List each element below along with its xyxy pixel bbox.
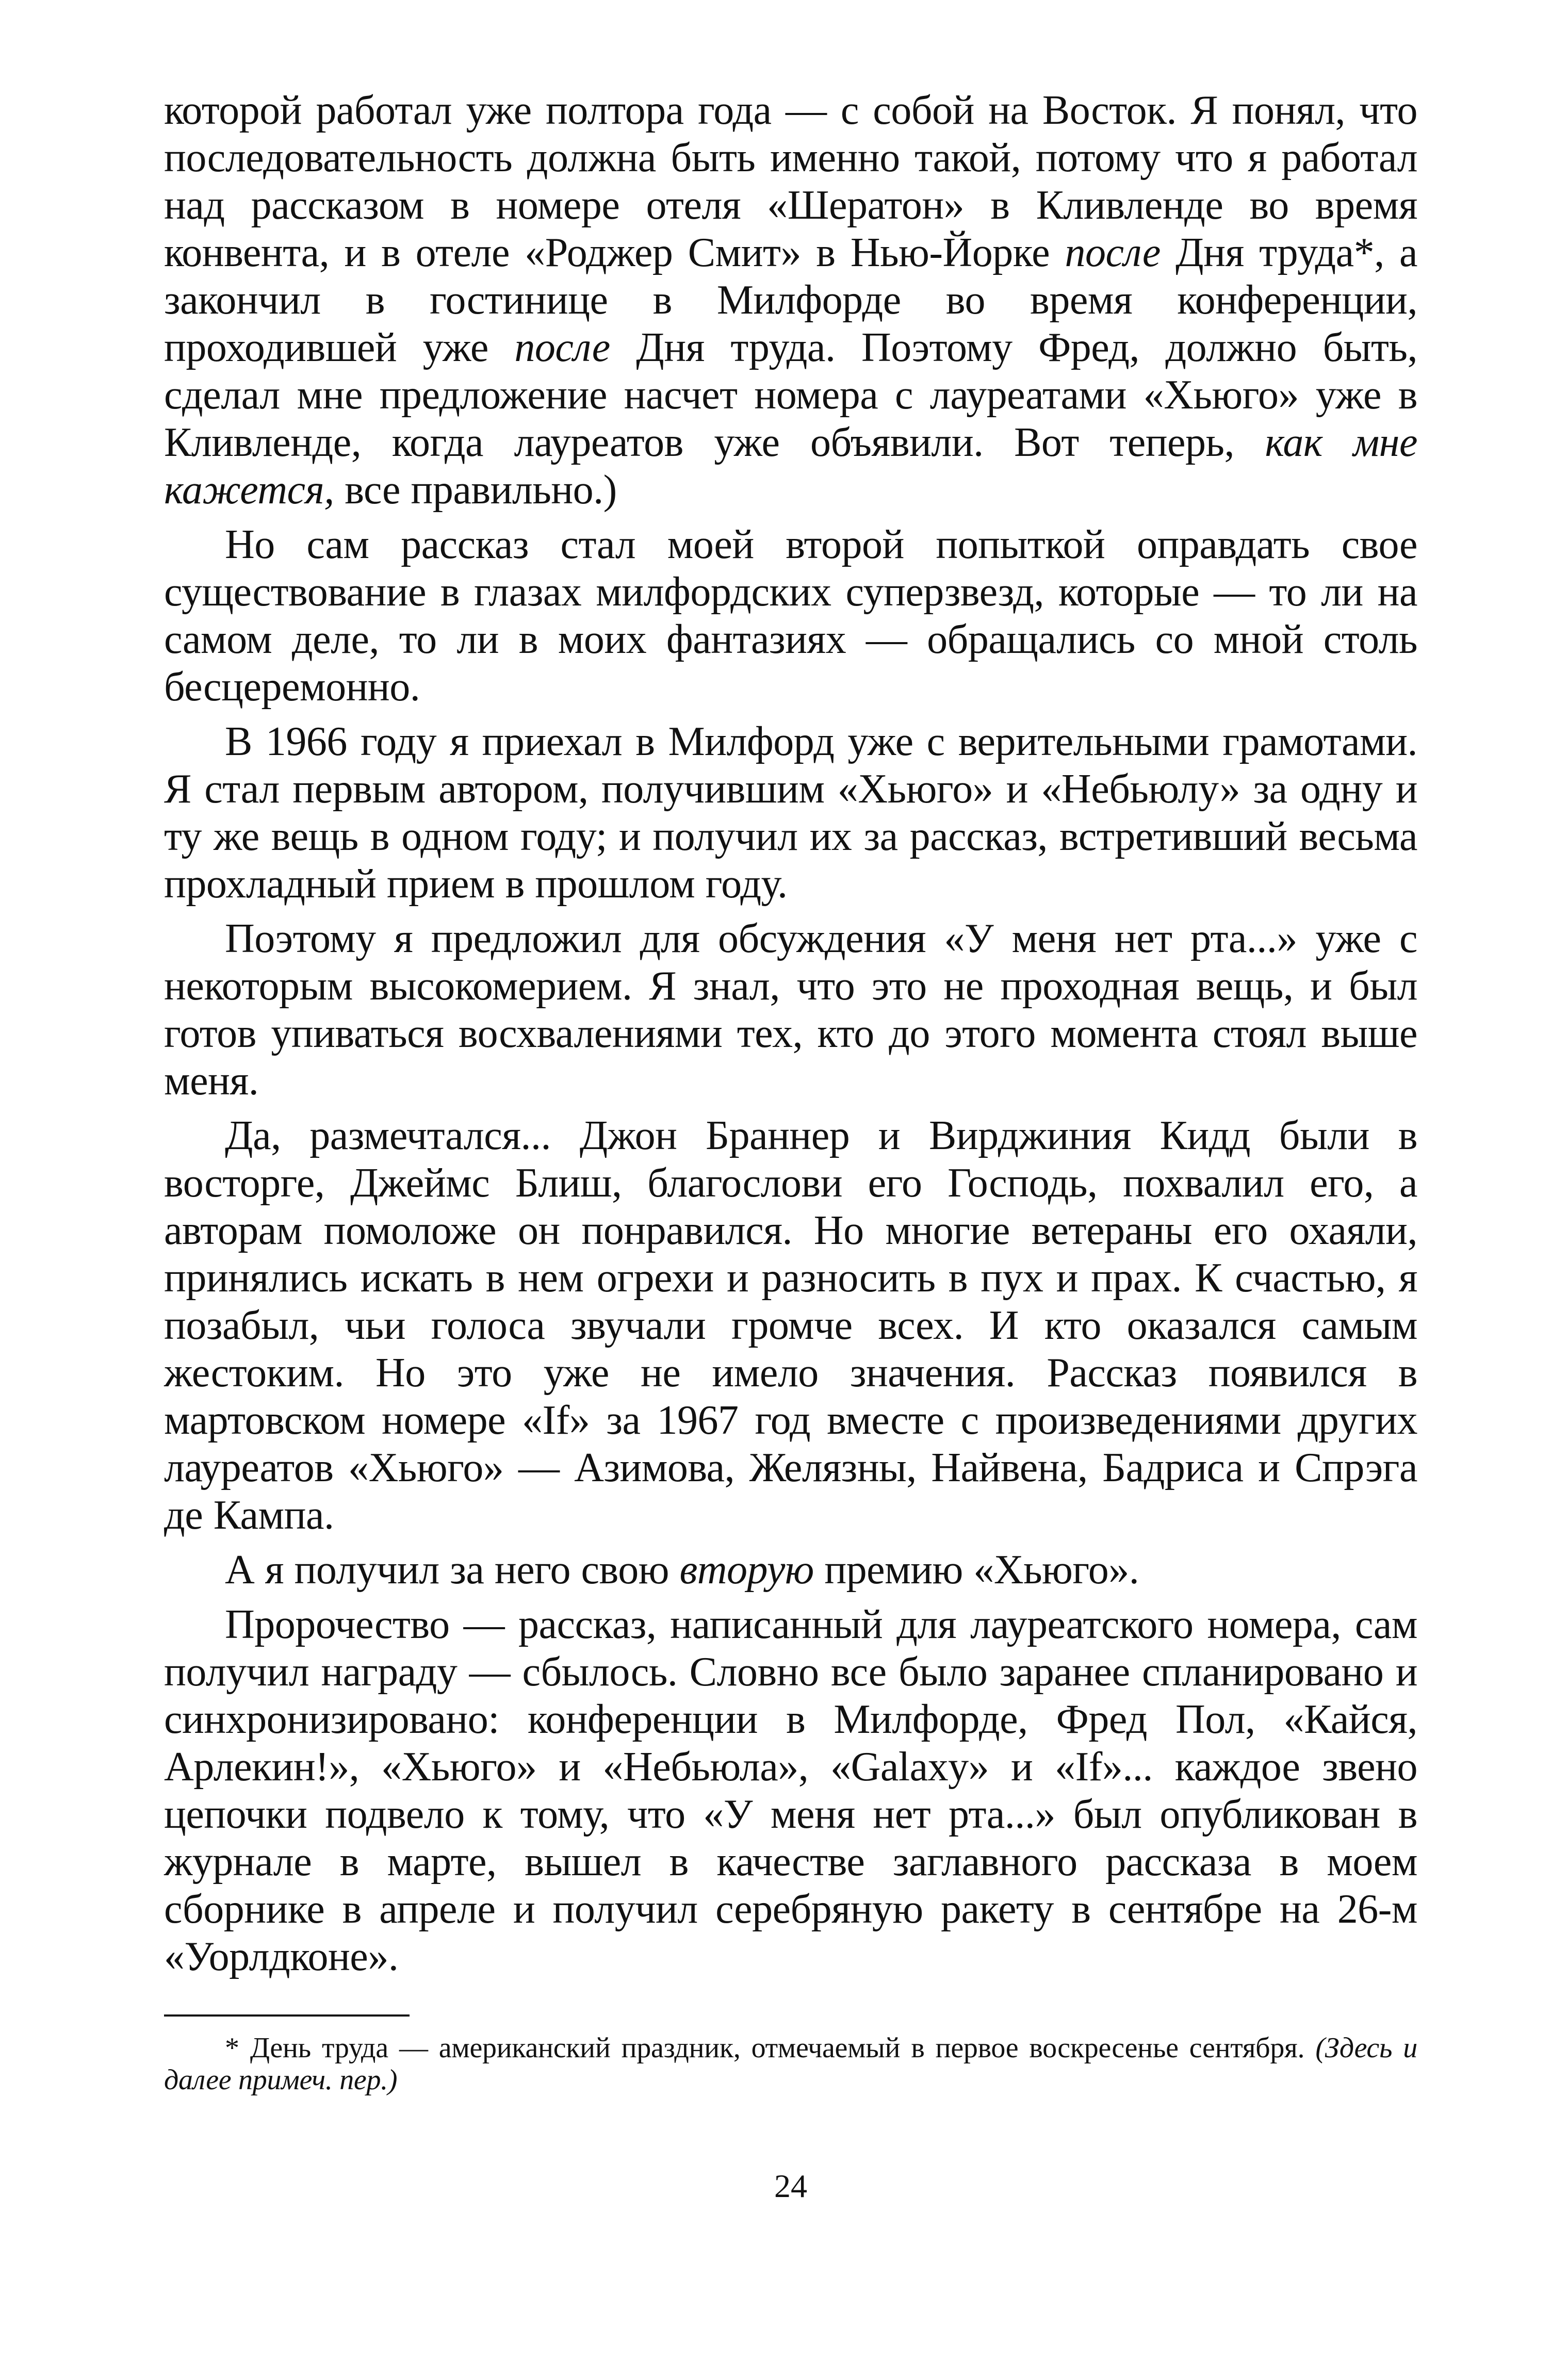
paragraph	[164, 521, 1417, 711]
text-run: все правильно.)	[334, 467, 617, 513]
text-run: Да, размечтался... Джон Браннер и Вирджиния Кидд были в восторге, Джеймс Блиш, благослови его Господь, похвалил его, а авторам помоложе он понравился. Но многие ветераны его охаяли, принялись искать в нем огрехи и разносить в пух и прах. К счастью, я позабыл, чьи голоса звучали громче всех. И кто оказался самым жестоким. Но это уже не имело значения. Рассказ появился в мартовском номере «If» за 1967 год вместе с произведениями других лауреатов «Хьюго» — Азимова, Желязны, Найвена, Бадриса и Спрэга де Кампа.	[164, 1113, 1417, 1538]
text-run: А я получил за него свою	[225, 1547, 680, 1593]
text-run: Пророчество — рассказ, написанный для лауреатского номера, сам получил награду — сбылось. Словно все было заранее спланировано и синхронизировано: конференции в Милфорде, Фред Пол, «Кайся, Арлекин!», «Хьюго» и «Небьюла», «Galaxy» и «If»... каждое звено цепочки подвело к тому, что «У меня нет рта...» был опубликован в журнале в марте, вышел в качестве заглавного рассказа в моем сборнике в апреле и получил серебряную ракету в сентябре на 26-м «Уорлдконе».	[164, 1602, 1417, 1979]
paragraph	[164, 87, 1417, 514]
paragraph	[164, 915, 1417, 1105]
page-number: 24	[774, 2168, 807, 2204]
paragraph	[164, 718, 1417, 908]
text-run: Поэтому я предложил для обсуждения «У меня нет рта...» уже с некоторым высокомерием. Я знал, что это не проходная вещь, и был готов упиваться восхвалениями тех, кто до этого момента стоял выше меня.	[164, 916, 1417, 1104]
text-run: * День труда — американский праздник, отмечаемый в первое воскресенье сентября.	[225, 2032, 1316, 2064]
main-text	[164, 87, 1417, 1980]
italic-text-run: после	[1065, 230, 1161, 275]
paragraph	[164, 1601, 1417, 1980]
italic-text-run: вторую	[679, 1547, 814, 1593]
text-run: премию «Хьюго».	[813, 1547, 1139, 1593]
italic-text-run: как мне кажется,	[164, 420, 1417, 513]
footnote-separator	[164, 2014, 410, 2017]
text-run: Дня труда*, а закончил в гостинице в Милфорде во время конференции, проходившей уже	[164, 230, 1417, 370]
text-run: Дня труда. Поэтому Фред, должно быть, сделал мне предложение насчет номера с лауреатами «Хьюго» уже в Кливленде, когда лауреатов уже объявили. Вот теперь,	[164, 325, 1417, 465]
footnote	[164, 2032, 1417, 2096]
book-page	[164, 87, 1417, 2204]
text-run: Но сам рассказ стал моей второй попыткой оправдать свое существование в глазах милфордских суперзвезд, которые — то ли на самом деле, то ли в моих фантазиях — обращались со мной столь бесцеремонно.	[164, 522, 1417, 710]
paragraph	[164, 1112, 1417, 1539]
paragraph	[164, 1546, 1417, 1594]
italic-text-run: после	[514, 325, 610, 370]
text-run: В 1966 году я приехал в Милфорд уже с верительными грамотами. Я стал первым автором, получившим «Хьюго» и «Небьюлу» за одну и ту же вещь в одном году; и получил их за рассказ, встретивший весьма прохладный прием в прошлом году.	[164, 719, 1417, 907]
text-run: которой работал уже полтора года — с собой на Восток. Я понял, что последовательность должна быть именно такой, потому что я работал над рассказом в номере отеля «Шератон» в Кливленде во время конвента, и в отеле «Роджер Смит» в Нью-Йорке	[164, 88, 1417, 275]
italic-text-run: (Здесь и далее примеч. пер.)	[164, 2032, 1417, 2096]
